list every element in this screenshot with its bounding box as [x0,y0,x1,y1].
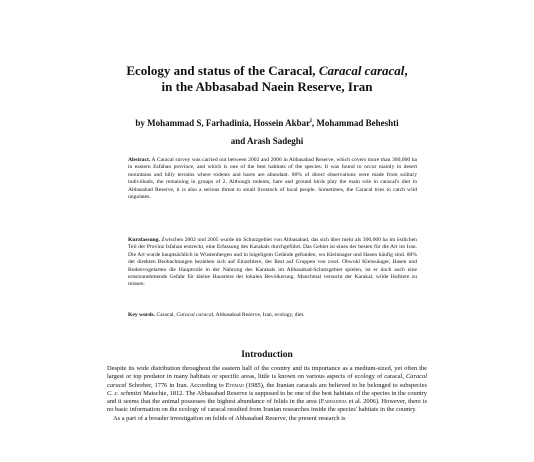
title-line-1 [0,63,534,79]
abstract [128,157,417,201]
kurzfassung-text: Zwischen 2002 und 2005 wurde im Schutzgebiet von Abbasabad, das sich über mehr als 300,000 ha im östlichen Teil der Provinz Isfahan erstreckt, eine Erfassung des Karakals durchgeführt. Das Gebiet ist eines der besten für die Art im Iran. Die Art wurde hauptsächlich in Wüstenbergen und in hügeligem Gelände gefunden, wo Kleinnager und Hasen häufig sind. 80% der direkten Beobachtungen beziehen sich auf Einzeltiere, der Rest auf Gruppen von zwei. Obwohl Kleinsäuger, Hasen und Bodenvogelarten die Hauptrolle in der Nahrung des Karakals im Abbasabad-Schutzgebiet spielen, ist er doch auch eine ernstzunehmende Gefahr für kleine Haustiere der lokalen Bevölkerung. Manchmal versucht der Karakal, wilde Huftiere zu reissen. [128,237,417,288]
authors-line-2: and Arash Sadeghi [230,136,304,146]
author-list [0,112,534,150]
intro-text: (1985), the Iranian caracals are believed to be belonged to subspecies [243,381,427,389]
abstract-text: A Caracal survey was carried out between 2002 and 2006 in Abbasabad Reserve, which covers more than 300,000 ha in eastern Esfahan province, and which is one of the best habitats of the species. It was found to occur mainly in desert mountains and hilly terrains where rodents and hares are abundant. 80% of direct observations were made from solitary individuals, the remaining in groups of 2. Although rodents, hare and ground birds play the main role in caracal's diet in Abbasabad Reserve, it is also a serious threat to small livestock of local people. Sometimes, the Caracal tries to catch wild ungulates. [128,157,418,201]
author-mark: i [310,118,312,124]
citation-author: Farhadinia [320,398,347,406]
intro-text: Schreber, 1776 in Iran. According to [126,381,226,389]
introduction-body [107,365,427,423]
keywords [128,312,417,319]
abstract-label: Abstract. [128,157,151,163]
title-comma: , [404,63,408,78]
citation-author: Etemad [225,381,244,389]
title-species: Caracal caracal [318,63,405,78]
keywords-species: Caracal caracal [176,312,214,318]
intro-text: Matschie, 1812. The Abbasabad Reserve is supposed to be one of the best habitats of the species in the country and it seems that the animal possesses the highest abundance of felids in the area ( [107,389,428,406]
kurzfassung-label: Kurzfassung. [128,237,160,243]
keywords-text-rest: , Abbasabad Reserve, Iran, ecology, diet. [213,312,305,318]
kurzfassung [128,237,417,289]
title-line-2: in the Abbasabad Naein Reserve, Iran [161,79,373,94]
intro-paragraph-1 [107,365,427,415]
authors-line-1 [0,112,534,132]
intro-paragraph-2: As a part of a broader investigation on felids of Abbasabad Reserve, the present research is [113,414,346,422]
authors-text-rest: , Mohammad Beheshti [311,118,399,128]
title-text: Ecology and status of the Caracal, [126,63,319,78]
intro-text: Despite its wide distribution throughout the eastern half of the country and its importance as a medium-sized, yet often the largest or top predator in many habitats or specific areas, little is known on various aspects of ecology of caracal, [107,365,427,381]
paper-title [0,63,534,95]
authors-text: by Mohammad S, Farhadinia, Hossein Akbar [135,118,311,128]
keywords-text: Caracal, [156,312,177,318]
section-heading-introduction: Introduction [241,350,293,360]
intro-subspecies: C. c. schmitzi [107,389,142,397]
intro-text: et al. 2006). However, there is no basic information on the ecology of caracal resulted from Iranian researches inside the species' habitats in the country. [107,398,427,414]
keywords-label: Key words. [128,312,156,318]
intro-species: Caracal caracal [107,373,427,389]
